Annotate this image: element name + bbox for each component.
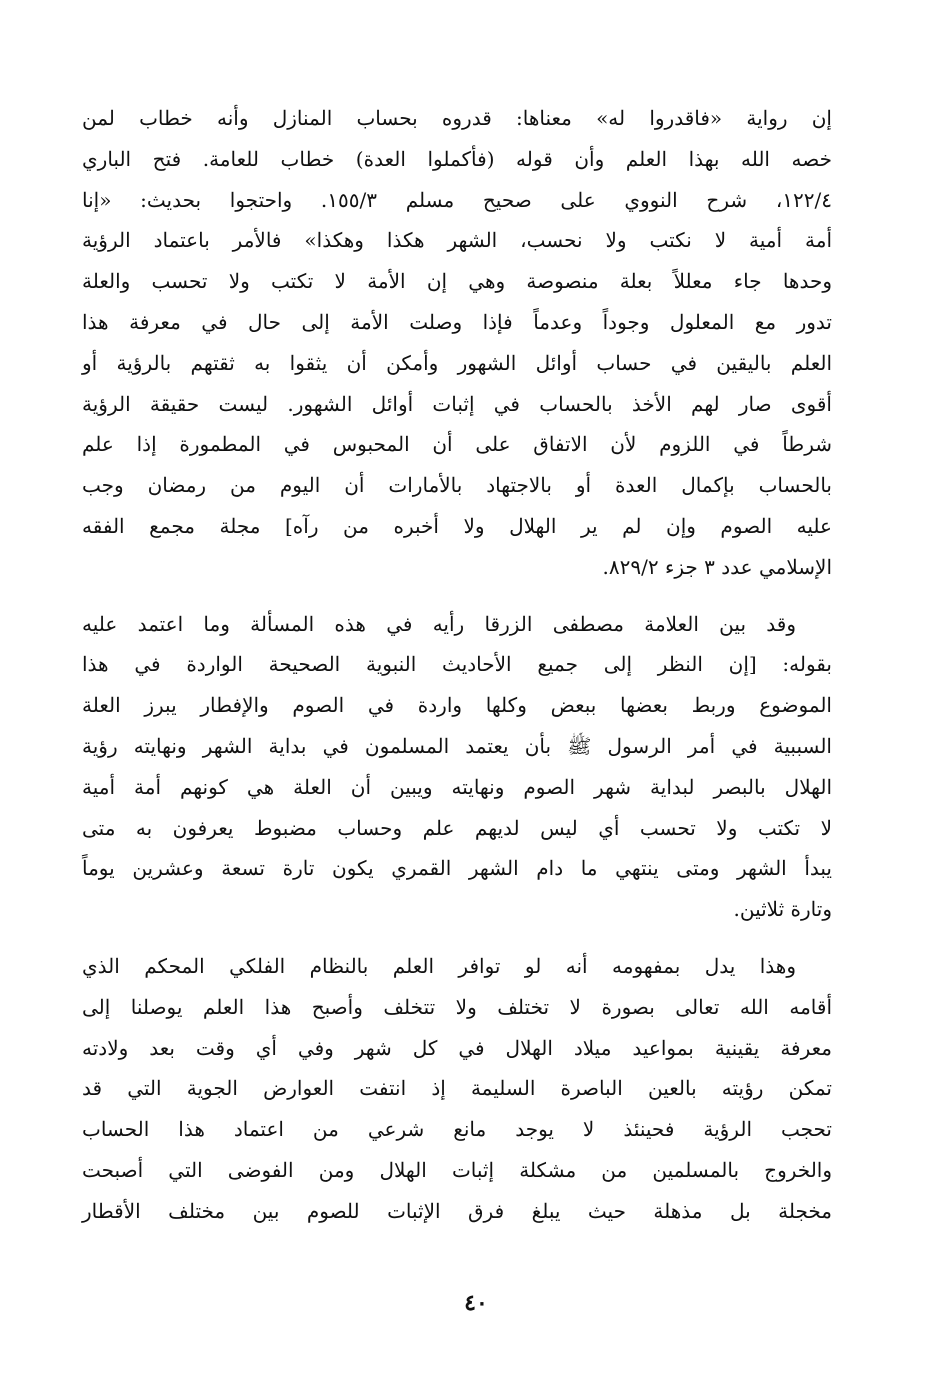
text-line: الإسلامي عدد ٣ جزء ٨٢٩/٢.: [602, 554, 832, 579]
text-line: شرطاً في اللزوم لأن الاتفاق على أن المحبوس في المطمورة إذا علم: [82, 432, 832, 457]
text-line: لا تكتب ولا تحسب أي ليس لديهم علم وحساب مضبوط يعرفون به متى: [82, 815, 832, 840]
text-line: تمكن رؤيته بالعين الباصرة السليمة إذ انتفت العوارض الجوية التي قد: [82, 1076, 832, 1101]
text-line: وهذا يدل بمفهومه أنه لو توافر العلم بالنظام الفلكي المحكم الذي: [82, 953, 796, 978]
text-line: وتارة ثلاثين.: [733, 897, 832, 922]
text-line: إن رواية «فاقدروا له» معناها: قدروه بحساب المنازل وأنه خطاب لمن: [82, 106, 832, 130]
text-line: معرفة يقينية بمواعيد ميلاد الهلال في كل شهر وفي أي وقت بعد ولادته: [82, 1035, 832, 1060]
paragraph-1: [82, 98, 832, 588]
text-line: بقوله: [إن النظر إلى جميع الأحاديث النبوية الصحيحة الواردة في هذا: [82, 652, 832, 677]
text-line: تحجب الرؤية فحينئذ لا يوجد مانع شرعي من اعتماد هذا الحساب: [82, 1117, 832, 1142]
text-line: وحدها جاء معللاً بعلة منصوصة وهي إن الأمة لا تكتب ولا تحسب والعلة: [82, 269, 832, 294]
text-line: عليه الصوم وإن لم ير الهلال ولا أخبره من رآه] مجلة مجمع الفقه: [82, 513, 832, 538]
text-line: خصه الله بهذا العلم وأن قوله (فأكملوا العدة) خطاب للعامة. فتح الباري: [82, 146, 832, 171]
text-line: أمة أمية لا نكتب ولا نحسب، الشهر هكذا وهكذا» فالأمر باعتماد الرؤية: [82, 228, 832, 253]
page-number: ٤٠: [464, 1290, 488, 1316]
text-line: الهلال بالبصر لبداية شهر الصوم ونهايته ويبين أن العلة هي كونهم أمة أمية: [82, 774, 832, 799]
text-line: الموضوع وربط بعضها ببعض وكلها واردة في الصوم والإفطار يبرز العلة: [82, 693, 832, 718]
text-line: تدور مع المعلول وجوداً وعدماً فإذا وصلت الأمة إلى حال في معرفة هذا: [82, 309, 832, 334]
paragraph-3: [82, 946, 832, 1232]
text-line: بالحساب بإكمال العدة أو بالاجتهاد بالأمارات أن اليوم من رمضان وجب: [82, 473, 832, 498]
text-line: يبدأ الشهر ومتى ينتهي ما دام الشهر القمري يكون تارة تسعة وعشرين يوماً: [82, 856, 832, 881]
text-line: مخجلة بل مذهلة حيث يبلغ فرق الإثبات للصوم بين مختلف الأقطار: [82, 1198, 832, 1223]
page-body: [82, 98, 832, 1232]
text-line: السببية في أمر الرسول ﷺ بأن يعتمد المسلمون في بداية الشهر ونهايته رؤية: [82, 733, 832, 758]
text-line: والخروج بالمسلمين من مشكلة إثبات الهلال ومن الفوضى التي أصبحت: [82, 1157, 832, 1182]
text-line: أقامه الله تعالى بصورة لا تختلف ولا تتخلف وأصبح هذا العلم يوصلنا إلى: [82, 994, 832, 1019]
paragraph-2: [82, 604, 832, 930]
text-line: العلم باليقين في حساب أوائل الشهور وأمكن أن يثقوا به ثقتهم بالرؤية أو: [82, 350, 832, 375]
text-line: ١٢٢/٤، شرح النووي على صحيح مسلم ١٥٥/٣. واحتجوا بحديث: «إنا: [82, 187, 832, 212]
text-line: أقوى صار لهم الأخذ بالحساب في إثبات أوائل الشهور. ليست حقيقة الرؤية: [82, 391, 832, 416]
text-line: وقد بين العلامة مصطفى الزرقا رأيه في هذه المسألة وما اعتمد عليه: [82, 611, 796, 636]
